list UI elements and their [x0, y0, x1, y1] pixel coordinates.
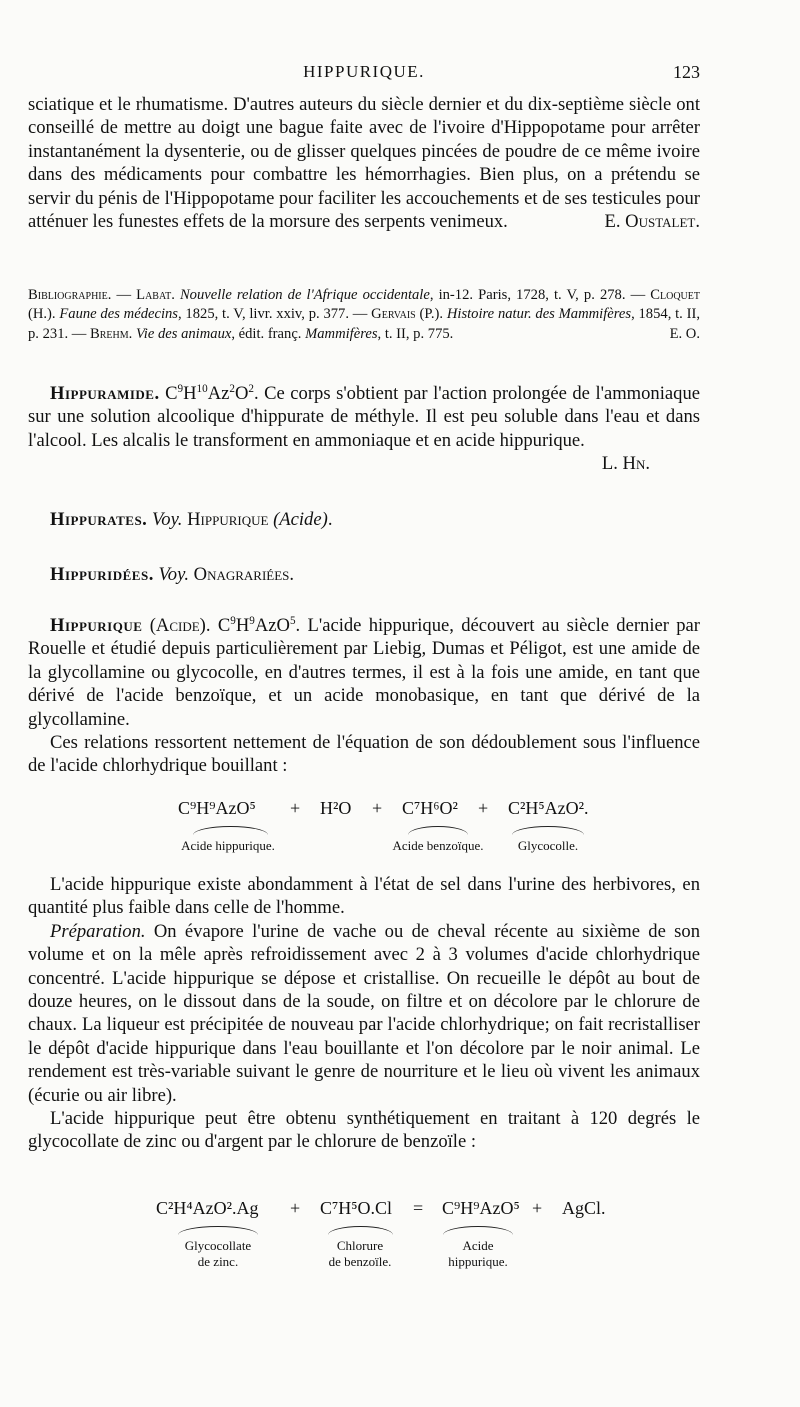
eq-label: Acide hippurique.: [448, 1238, 508, 1269]
equation-dedoublement: [28, 798, 700, 860]
entry-text: . L'acide hippurique, découvert au siècle dernier par Rouelle et étudié depuis particulièrement par Liebig, Dumas et Péligot, est une amide de la glycollamine ou glycocolle, en d'autres termes, il est à la fois une amide, en tant que dérivé de l'acide benzoïque, et un acide monobasique, en tant que dérivé de la glycollamine.: [28, 615, 700, 730]
paragraph-preparation: Préparation. On évapore l'urine de vache ou de cheval récente au sixième de son volume et on la mêle après refroidissement avec 2 à 3 volumes d'acide chlorhydrique concentré. L'acide hippurique se dépose et cristallise. On recueille le dépôt au bout de douze heures, on le dissout dans de la soude, on filtre et on décolore par le chlorure de chaux. La liqueur est précipitée de nouveau par l'acide chlorhydrique; on fait recristalliser le dépôt d'acide hippurique dans l'eau bouillante et l'on décolore par le noir animal. Le rendement est très-variable suivant le genre de nourriture et le lieu où vivent les animaux (écurie ou air libre).: [28, 920, 700, 1106]
brace-mark: [178, 1226, 258, 1235]
eq-term: H²O: [320, 798, 352, 818]
bib-work: Nouvelle relation de l'Afrique occidentale: [179, 287, 430, 303]
eq-label: Glycocollate de zinc.: [184, 1238, 252, 1269]
brace-mark: [408, 826, 468, 835]
entry-heading: Hippuramide.: [50, 383, 160, 404]
eq-term: C²H⁵AzO².: [508, 798, 589, 818]
entry-hippuramide: [28, 382, 700, 476]
bib-work: Faune des médecins: [59, 306, 178, 323]
brace-mark: [328, 1226, 393, 1235]
entry-hippuridees: [28, 563, 700, 586]
author-signature: E. Oustalet.: [604, 211, 700, 233]
paragraph-text: sciatique et le rhumatisme. D'autres auteurs du siècle dernier et du dix-septième siècle ont conseillé de mettre au doigt une bague faite avec de l'ivoire d'Hippopotame pour arrêter instantanément la dysenterie, ou de glisser quelques pincées de poudre de ce même ivoire dans des médicaments pour combattre les hémorrhagies. Bien plus, on a prétendu se servir du pénis de l'Hippopotame pour faciliter les accouchements et de ses testicules pour atténuer les funestes effets de la morsure des serpents venimeux.: [28, 94, 700, 233]
eq-label: Chlorure de benzoïle.: [328, 1238, 392, 1269]
paragraph: Ces relations ressortent nettement de l'équation de son dédoublement sous l'influence de l'acide chlorhydrique bouillant :: [28, 732, 700, 777]
author-signature: L. Hn.: [601, 453, 650, 475]
page-header: [28, 62, 700, 86]
bib-author: Gervais: [371, 306, 416, 323]
bib-work: Vie des animaux: [135, 325, 232, 342]
paragraph: L'acide hippurique existe abondamment à l'état de sel dans l'urine des herbivores, en quantité plus faible dans celle de l'homme.: [28, 874, 700, 919]
equation-synthese: [28, 1198, 700, 1274]
eq-term: C⁹H⁹AzO⁵: [178, 798, 256, 818]
eq-operator: +: [290, 1198, 301, 1218]
paragraph: L'acide hippurique peut être obtenu synthétiquement en traitant à 120 degrés le glycocollate de zinc ou d'argent par le chlorure de benzoïle :: [28, 1108, 700, 1153]
eq-label: Acide benzoïque.: [392, 838, 484, 853]
page-number: 123: [673, 62, 700, 82]
cross-ref-target: Hippurique: [187, 509, 269, 530]
bib-work: Mammifères: [305, 325, 378, 342]
bibliography-label: Bibliographie.: [28, 287, 112, 303]
eq-label: Glycocolle.: [517, 838, 579, 853]
eq-operator: +: [478, 798, 489, 818]
body-paragraphs: [28, 873, 700, 1154]
brace-mark: [443, 1226, 513, 1235]
entry-heading: Hippurates.: [50, 509, 148, 530]
eq-label: Acide hippurique.: [181, 838, 275, 853]
eq-term: C⁹H⁹AzO⁵: [442, 1198, 520, 1218]
eq-operator: +: [290, 798, 301, 818]
cross-ref-voy: Voy.: [158, 564, 189, 585]
brace-mark: [193, 826, 268, 835]
entry-text: . Ce corps s'obtient par l'action prolongée de l'ammoniaque sur une solution alcoolique d'hippurate de méthyle. Il est peu soluble dans l'eau et dans l'alcool. Les alcalis le transforment en ammoniaque et en acide hippurique.: [28, 383, 700, 451]
bib-signature: E. O.: [669, 325, 700, 342]
entry-hippurates: Hippurates. Voy. Hippurique (Acide).: [50, 509, 333, 530]
eq-operator: =: [413, 1198, 424, 1218]
section-label: Préparation.: [50, 920, 146, 942]
eq-term: C⁷H⁶O²: [402, 798, 458, 818]
entry-heading: Hippurique: [50, 615, 143, 636]
eq-operator: +: [372, 798, 383, 818]
eq-term: AgCl.: [562, 1198, 606, 1218]
bib-author: Brehm.: [90, 325, 133, 342]
bib-author: Cloquet: [650, 287, 700, 303]
bib-work: Histoire natur. des Mammifères: [446, 306, 632, 323]
paragraph-hippopotame-end: [28, 93, 700, 233]
entry-heading: Hippuridées.: [50, 564, 154, 585]
eq-term: C⁷H⁵O.Cl: [320, 1198, 393, 1218]
chemical-formula: $C^9H^{10}Az^2O^2$: [165, 382, 254, 404]
entry-hippurique: Hippurique (Acide). $C^9H^9AzO^5$. L'acide hippurique, découvert au siècle dernier par Rouelle et étudié depuis particulièrement par Liebig, Dumas et Péligot, est une amide de la glycollamine ou glycocolle, en d'autres termes, il est à la fois une amide, en tant que dérivé de l'acide benzoïque, et un acide monobasique, en tant que dérivé de la glycollamine. Ces relations ressortent nettement de l'équation de son dédoublement sous l'influence de l'acide chlorhydrique bouillant :: [28, 614, 700, 777]
bib-author: Labat.: [136, 287, 175, 303]
running-title: HIPPURIQUE.: [303, 62, 425, 81]
chemical-formula: $C^9H^9AzO^5$: [217, 614, 296, 636]
cross-ref-target: Onagrariées.: [193, 564, 295, 585]
cross-ref-voy: Voy.: [151, 509, 183, 530]
eq-operator: +: [532, 1198, 543, 1218]
bibliography: Bibliographie. — Labat. Nouvelle relation de l'Afrique occidentale, in-12. Paris, 1728, t. V, p. 278. — Cloquet (H.). Faune des médecins, 1825, t. V, livr. xxiv, p. 377. — Gervais (P.). Histoire natur. des Mammifères, 1854, t. II, p. 231. — Brehm. Vie des animaux, édit. franç. Mammifères, t. II, p. 775. E. O.: [28, 286, 700, 344]
eq-term: C²H⁴AzO².Ag: [156, 1198, 259, 1218]
brace-mark: [512, 826, 584, 835]
